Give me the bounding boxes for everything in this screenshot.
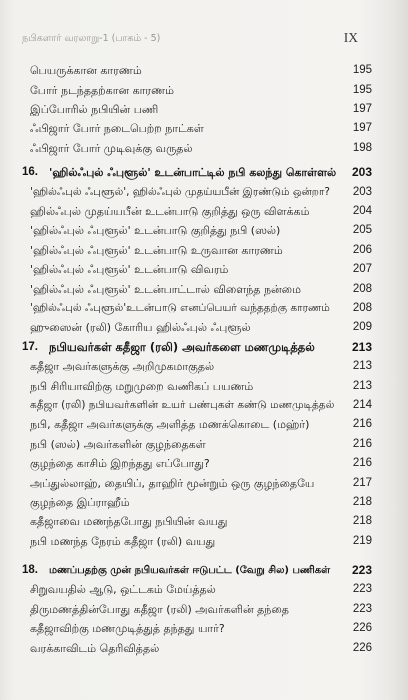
entry-page-number: 197 (352, 103, 372, 116)
entry-page-number: 226 (352, 622, 372, 635)
entry-title: போர் நடந்ததற்கான காரணம் (30, 83, 174, 97)
toc-entry (22, 100, 372, 119)
entry-page-number: 217 (352, 476, 372, 489)
entry-page-number: 214 (352, 398, 372, 411)
entry-title: சிறுவயதில் ஆடு, ஒட்டகம் மேய்த்தல் (30, 583, 216, 597)
toc-entry (22, 435, 372, 454)
table-of-contents (22, 61, 372, 658)
chapter-heading (22, 561, 372, 580)
toc-chapter-18 (22, 561, 372, 658)
toc-entry (22, 183, 372, 202)
chapter-number: 18. (22, 564, 38, 577)
entry-title: குழந்தை இப்ராஹீம் (30, 495, 130, 509)
toc-entry (22, 202, 372, 221)
entry-title: 'ஹில்ஃபுல் ஃபுளூல்' உடன்பாடு குறித்து நபி (ஸல்) (30, 224, 281, 238)
entry-page-number: 218 (352, 495, 372, 508)
toc-entry (22, 619, 372, 638)
chapter-title: நபியவர்கள் கதீஜா (ரலி) அவர்களை மணமுடித்தல் (49, 339, 315, 354)
entry-title: இப்போரில் நபியின் பணி (30, 103, 159, 117)
toc-entry (22, 377, 372, 396)
chapter-number: 16. (22, 166, 38, 179)
toc-chapter-17 (22, 338, 372, 551)
entry-title: திருமணத்தின்போது கதீஜா (ரலி) அவர்களின் தந்தை (30, 602, 289, 616)
entry-page-number: 207 (352, 263, 372, 276)
chapter-page-number: 213 (351, 339, 372, 354)
toc-entry (22, 357, 372, 376)
entry-title: 'ஹில்ஃபுல் ஃபுளூல்' உடன்பாடு விவரம் (30, 263, 229, 277)
toc-entry (22, 318, 372, 337)
toc-entry (22, 396, 372, 415)
entry-title: ஹில்ஃபுல் முதய்யபீன் உடன்பாடு குறித்து ஒரு விளக்கம் (30, 205, 310, 219)
toc-entry (22, 221, 372, 240)
toc-entry (22, 639, 372, 658)
entry-title: கதீஜா அவர்களுக்கு அறிமுகமாகுதல் (30, 360, 215, 374)
entry-page-number: 195 (352, 64, 372, 77)
entry-page-number: 216 (352, 418, 372, 431)
toc-chapter-16 (22, 163, 372, 338)
entry-title: 'ஹில்ஃபுல் ஃபுளூல்' உடன்பாட்டால் விளைந்த நன்மை (30, 282, 301, 296)
entry-title: கதீஜாவை மணந்தபோது நபியின் வயது (30, 515, 228, 529)
toc-entry (22, 532, 372, 551)
entry-page-number: 223 (352, 583, 372, 596)
entry-title: கதீஜா (ரலி) நபியவர்களின் உயர் பண்புகள் கண்டு மணமுடித்தல் (30, 398, 335, 411)
entry-page-number: 204 (352, 205, 372, 218)
toc-entry (22, 119, 372, 138)
chapter-heading (22, 338, 372, 357)
toc-entry (22, 61, 372, 80)
entry-title: அப்துல்லாஹ், தையிப், தாஹிர் மூன்றும் ஒரு குழந்தையே (30, 476, 315, 490)
chapter-page-number: 223 (351, 563, 372, 578)
entry-page-number: 219 (352, 534, 372, 547)
running-header-title: நபிகளார் வரலாறு-1 (பாகம் - 5) (22, 33, 161, 44)
entry-page-number: 208 (352, 282, 372, 295)
entry-title: நபி, கதீஜா அவர்களுக்கு அளித்த மணக்கொடை (மஹ்ர்) (30, 418, 310, 432)
toc-entry (22, 299, 372, 318)
entry-title: 'ஹில்ஃபுல் ஃபுளூல்', ஹில்ஃபுல் முதய்யபீன் இரண்டும் ஒன்றா? (30, 185, 331, 198)
toc-entry (22, 474, 372, 493)
entry-page-number: 209 (352, 321, 372, 334)
entry-page-number: 223 (352, 602, 372, 615)
toc-entry (22, 454, 372, 473)
entry-page-number: 197 (352, 122, 372, 135)
entry-title: ஃபிஜார் போர் முடிவுக்கு வருதல் (30, 141, 193, 155)
entry-title: நபி மணந்த நேரம் கதீஜா (ரலி) வயது (30, 534, 216, 548)
entry-title: 'ஹில்ஃபுல் ஃபுளூல்' உடன்பாடு உருவான காரணம் (30, 243, 283, 257)
toc-section-continued (22, 61, 372, 158)
toc-entry (22, 81, 372, 100)
toc-entry (22, 580, 372, 599)
chapter-title: 'ஹில்ஃபுல் ஃபுளூல்' உடன்பாட்டில் நபி கலந்து கொள்ளல் (49, 166, 336, 180)
entry-page-number: 208 (352, 301, 372, 314)
toc-entry (22, 241, 372, 260)
chapter-number: 17. (22, 340, 38, 353)
chapter-heading (22, 163, 372, 182)
toc-entry (22, 512, 372, 531)
entry-page-number: 216 (352, 457, 372, 470)
entry-title: குழந்தை காசிம் இறந்தது எப்போது? (30, 457, 210, 471)
entry-page-number: 213 (352, 379, 372, 392)
entry-title: ஹுஸைன் (ரலி) கோரிய ஹில்ஃபுல் ஃபுளூல் (30, 321, 251, 335)
toc-entry (22, 493, 372, 512)
entry-page-number: 218 (352, 515, 372, 528)
toc-entry (22, 415, 372, 434)
entry-page-number: 226 (352, 641, 372, 654)
toc-entry (22, 600, 372, 619)
toc-entry (22, 260, 372, 279)
page-number-roman: IX (343, 30, 358, 45)
entry-page-number: 203 (352, 185, 372, 198)
entry-page-number: 195 (352, 83, 372, 96)
entry-page-number: 216 (352, 437, 372, 450)
entry-title: நபி (ஸல்) அவர்களின் குழந்தைகள் (30, 437, 206, 451)
entry-title: 'ஹில்ஃபுல் ஃபுளூல்'உடன்பாடு எனப்பெயர் வந்ததற்கு காரணம் (30, 301, 330, 314)
entry-title: ஃபிஜார் போர் நடைபெற்ற நாட்கள் (30, 122, 204, 136)
entry-title: பெயருக்கான காரணம் (30, 64, 142, 78)
entry-title: நபி சிரியாவிற்கு மறுமுறை வணிகப் பயணம் (30, 379, 254, 393)
chapter-page-number: 203 (351, 165, 372, 180)
entry-page-number: 205 (352, 224, 372, 237)
entry-page-number: 206 (352, 243, 372, 256)
toc-entry (22, 139, 372, 158)
toc-entry (22, 280, 372, 299)
entry-page-number: 213 (352, 360, 372, 373)
entry-title: வரக்காவிடம் தெரிவித்தல் (30, 641, 160, 655)
chapter-title: மணப்பதற்கு முன் நபியவர்கள் ஈடுபட்ட (வேறு சில) பணிகள் (49, 565, 331, 577)
entry-title: கதீஜாவிற்கு மணமுடித்துத் தந்தது யார்? (30, 622, 225, 636)
entry-page-number: 198 (352, 141, 372, 154)
